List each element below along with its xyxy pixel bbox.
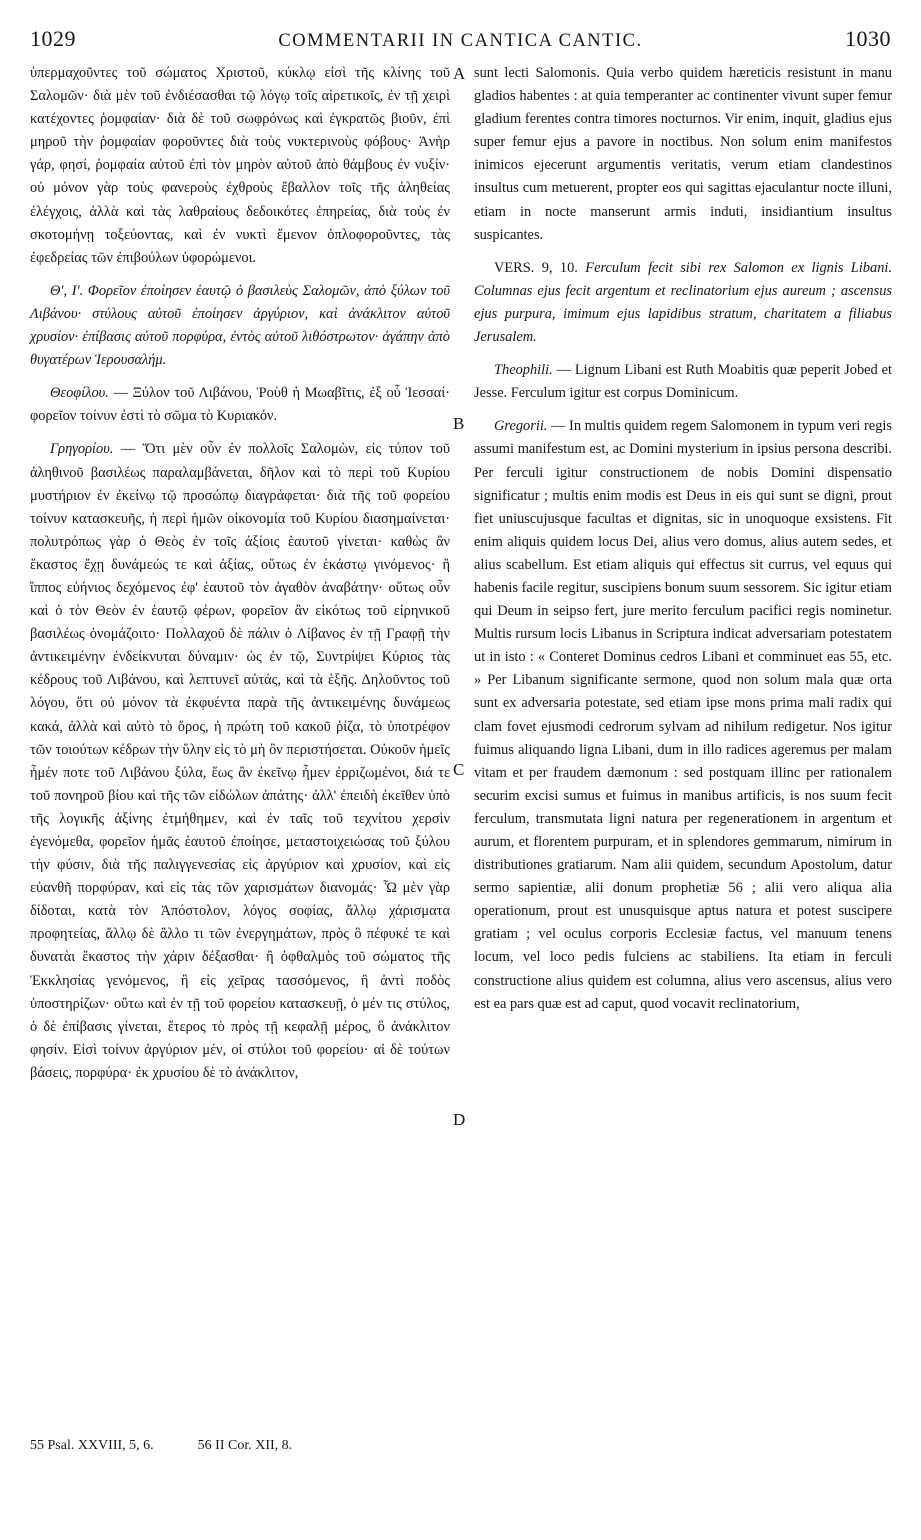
greek-gregorii-paragraph [30, 438, 450, 1085]
greek-gregorii-text: — Ὅτι μὲν οὖν ἐν πολλοῖς Σαλομὼν, εἰς τύπον τοῦ ἀληθινοῦ βασιλέως παραλαμβάνεται, δῆλον καὶ τὸ περὶ τοῦ Κυρίου μυστήριον ἐν ἐκείνῳ τῷ προσώπῳ διαγράφεται· διὰ τῆς τοῦ φορείου τοίνυν κατασκευῆς, ἡ περὶ ἡμῶν οἰκονομία τοῦ Κυρίου διασημαίνεται· πολυτρόπως γὰρ ὁ Θεὸς ἐν τοῖς ἀξίοις ἑαυτοῦ γίνεται· καθὼς ἂν ἕκαστος ἔχῃ δυνάμεώς τε καὶ ἀξίας, οὕτως ἐν ἑκάστῳ γινόμενος· ἢ ἵππος εὐήνιος δεχόμενος ἐφ' ἑαυτοῦ τὸν ἀγαθὸν ἀναβάτην· οὕτως οὖν καὶ ὁ τὸν Θεὸν ἐν ἑαυτῷ φέρων, φορεῖον ἂν εἰκότως τοῦ εἰρηνικοῦ βασιλέως ὀνομάζοιτο· Πολλαχοῦ δὲ πάλιν ὁ Λίβανος ἐν τῇ Γραφῇ τὴν ἀντικειμένην ἐνδείκνυται δύναμιν· ὡς ἐν τῷ, Συντρίψει Κύριος τὰς κέδρους τοῦ Λιβάνου, καὶ λεπτυνεῖ αὐτάς, καὶ τὰ ἑξῆς. Δηλοῦντος τοῦ λόγου, ὅτι οὐ μόνον τὰ ἐκφυέντα παρὰ τῆς ἀντικειμένης δυνάμεως κακά, ἀλλὰ καὶ αὐτὸ τὸ ὄρος, ἡ πρώτη τοῦ κακοῦ ῥίζα, τὸ ὑποτρέφον τῶν τοιούτων κέδρων τὴν ὕλην εἰς τὸ μὴ ὂν περιστήσεται. Οὐκοῦν ἡμεῖς ἦμέν ποτε τοῦ Λιβάνου ξύλα, ἕως ἂν ἐκεῖνῳ ἦμεν ἐρριζωμένοι, διά τε τοῦ πονηροῦ βίου καὶ τῆς τῶν εἰδώλων ἀπάτης· ἀλλ' ἐπειδὴ ἐκεῖθεν ὑπὸ τῆς λογικῆς ἀξίνης ἐτμήθημεν, καὶ ἐν ταῖς τοῦ τεχνίτου χερσὶν ἐγενόμεθα, φορεῖον ἡμᾶς ἑαυτοῦ ἐποίησε, μεταστοιχειώσας τοῦ ξύλου τὴν φύσιν, διὰ τῆς παλιγγενεσίας εἰς ἀργύριον καὶ χρυσίον, καὶ εἰς εὐανθῆ πορφύραν, καὶ εἰς τὰς τῶν χαρισμάτων διανομάς· Ὧ μὲν γὰρ δίδοται, κατὰ τὸν Ἀπόστολον, λόγος σοφίας, ἄλλῳ χάρισματα προφητείας, ἄλλῳ δὲ ἄλλο τι τῶν ἐνεργημάτων, πρὸς ὃ πέφυκέ τε καὶ δυνατὰι ἕκαστος τὴν χάριν δέξασθαι· ἢ ὀφθαλμὸς τοῦ σώματος τῆς Ἐκκλησίας γενόμενος, ἢ εἰς χεῖρας τασσόμενος, ἢ ἀντὶ ποδὸς ὑποστηρίζων· οὕτω καὶ ἐν τῇ τοῦ φορείου κατασκευῇ, ὁ μέν τις στύλος, ὁ δὲ ἐπίβασις γίνεται, ἕτερος τὸ πρὸς τῇ κεφαλῇ μέρος, ὃ ἀνάκλιτον φησίν. Εἰσὶ τοίνυν ἀργύριον μέν, οἱ στύλοι τοῦ φορείου· αἱ δὲ τούτων βάσεις, πορφύρα· ἐκ χρυσίου δὲ τὸ ἀνάκλιτον, [30, 441, 450, 1081]
footnotes [30, 1438, 630, 1454]
page-number-left: 1029 [30, 26, 76, 51]
greek-theophili-label: Θεοφίλου. [50, 385, 109, 402]
greek-paragraph-1: ὑπερμαχοῦντες τοῦ σώματος Χριστοῦ, κύκλῳ εἰσὶ τῆς κλίνης τοῦ Σαλομῶν· διὰ μὲν τοῦ ἐνδιέσασθαι τῷ λόγῳ τοῖς αἱρετικοῖς, ἐν τῇ χειρὶ κατέχοντες ῥομφαίαν· διὰ δὲ τοῦ σωφρόνως καὶ ἐγκρατῶς βιοῦν, ἐπὶ μηροῦ τὴν ῥομφαίαν φοροῦντες διὰ τοὺς νυκτερινοὺς φόβους· Ἀνὴρ γάρ, φησί, ῥομφαία αὐτοῦ ἐπὶ τὸν μηρὸν αὐτοῦ ἀπὸ θάμβους ἐν νυξίν· οὐ μόνον γὰρ τοὺς φανεροὺς ἐχθροὺς ἔβαλλον τοῖς τῆς ἀληθείας ἐλέγχοις, ἀλλὰ καὶ τὰς λαθραίους δεδοικότες ἐπηρείας, διὰ τοὺς ἐν σκοτομήνῃ τοξεύοντας, καὶ ἐν νυκτὶ ἔμενον ὁπλοφοροῦντες, τὰς ἐφεδρείας τῶν ἐπιβούλων ὑφορώμενοι. [30, 65, 450, 266]
running-title: COMMENTARII IN CANTICA CANTIC. [278, 31, 643, 51]
latin-gregorii-label: Gregorii. [494, 418, 548, 435]
latin-gregorii-text: — In multis quidem regem Salomonem in typum veri regis assumi manifestum est, ac Domini mysterium in ipsius persona describi. Per ferculi igitur constructionem de nobis Domini dispensatio significatur ; multis enim modis est Deus in eis qui sunt se digni, prout fiet uniuscujusque facultas et dignitas, sic in unoquoque exsistens. Fit enim aliquis quidem locus Dei, alius vero domus, alius autem sedes, et alius scabellum. Est etiam aliquis qui effectus sit currus, vel equus qui habenis facile regitur, suscipiens bonum suum sessorem. Sic igitur etiam qui Deum in seipso fert, jure merito ferculum pacifici regis nominetur. Multis rursum locis Libanus in Scriptura indicat adversariam potestatem ut in isto : « Conteret Dominus cedros Libani et comminuet eas 55, etc. » Per Libanum significante sermone, quod non solum mala quæ orta sunt ex adversaria potestate, sed etiam ipse mons prima mali radix qui clam fovet ejusmodi cedrorum sylvam ad nihilum redigetur. Nos igitur fuimus aliquando ligna Libani, dum in illo radices ageremus per malam vitam et per fraudem dæmonum : sed postquam illinc per rationalem securim excisi sumus et fuimus in manibus artificis, is nos suum fecit ferculum, transmutata ligni natura per regenerationem in argentum et aurum, et florentem purpuram, et in splendores gemmarum, nimirum in distributiones gratiarum. Nam alii quidem, secundum Apostolum, datur sermo sapientiæ, alii donum prophetiæ 56 ; alii vero aliqua alia operationum, prout est unusquisque aptus natura et potest suscipere gratiam ; vel oculus corporis Ecclesiæ factus, vel manuum tenens locum, vel loco pedis fulciens ac stabiliens. Ita etiam in ferculi constructione alius quidem est columna, alius vero ascensus, alius vero est ea pars quæ est ad caput, quod vocavit reclinatorium, [474, 418, 892, 1012]
greek-verse-heading: Θ', Ι'. Φορεῖον ἐποίησεν ἑαυτῷ ὁ βασιλεὺς Σαλομῶν, ἀπὸ ξύλων τοῦ Λιβάνου· στύλους αὐτοῦ ἐποίησεν ἀργύριον, καὶ ἀνάκλιτον αὐτοῦ χρυσίον· ἐπίβασις αὐτοῦ πορφύρα, ἐντὸς αὐτοῦ λιθόστρωτον· ἀγάπην ἀπὸ θυγατέρων Ἱερουσαλήμ. [30, 282, 450, 369]
margin-letter-a: A [453, 64, 466, 83]
page-number-right: 1030 [845, 26, 891, 51]
greek-gregorii-label: Γρηγορίου. [50, 441, 114, 458]
footnote-55: 55 Psal. XXVIII, 5, 6. [30, 1438, 154, 1453]
greek-theophili-paragraph [30, 382, 450, 428]
latin-column [474, 62, 892, 1016]
latin-theophili-paragraph [474, 359, 892, 405]
latin-verse-paragraph [474, 257, 892, 349]
margin-letter-b: B [453, 414, 465, 433]
latin-theophili-text: — Lignum Libani est Ruth Moabitis quæ peperit Jobed et Jesse. Ferculum igitur est corpus Dominicum. [474, 362, 892, 402]
latin-theophili-label: Theophili. [494, 362, 553, 379]
latin-paragraph-1: sunt lecti Salomonis. Quia verbo quidem hæreticis resistunt in manu gladios habentes : at quia temperanter ac continenter vivunt super femur gladium ferentes contra timores nocturnos. Vir enim, inquit, gladius ejus super femur ejus a pavore in noctibus. Non solum enim manifestos inimicos ejecerunt argumentis veritatis, verum etiam clandestinos insultus cum metuerent, propter eos qui sagittas ejaculantur nocte illuni, etiam in nocte manserunt armis induti, insidiantium insultus suspicantes. [474, 65, 892, 243]
margin-letter-d: D [453, 1110, 466, 1129]
footnote-56: 56 II Cor. XII, 8. [197, 1438, 293, 1453]
page-header [30, 26, 891, 56]
latin-verse-label: VERS. 9, 10. [494, 259, 578, 276]
greek-column [30, 62, 450, 1085]
margin-letter-c: C [453, 760, 465, 779]
latin-gregorii-paragraph [474, 415, 892, 1015]
greek-theophili-text: — Ξύλον τοῦ Λιβάνου, Ῥοὺθ ἡ Μωαβῖτις, ἐξ οὗ Ἰεσσαί· φορεῖον τοίνυν ἐστὶ τὸ σῶμα τὸ Κυριακόν. [30, 385, 450, 425]
latin-verse-text: Ferculum fecit sibi rex Salomon ex lignis Libani. Columnas ejus fecit argentum et reclinatorium ejus aureum ; ascensus ejus purpura, imimum ejus lapidibus stratum, charitatem a filiabus Jerusalem. [474, 259, 892, 346]
